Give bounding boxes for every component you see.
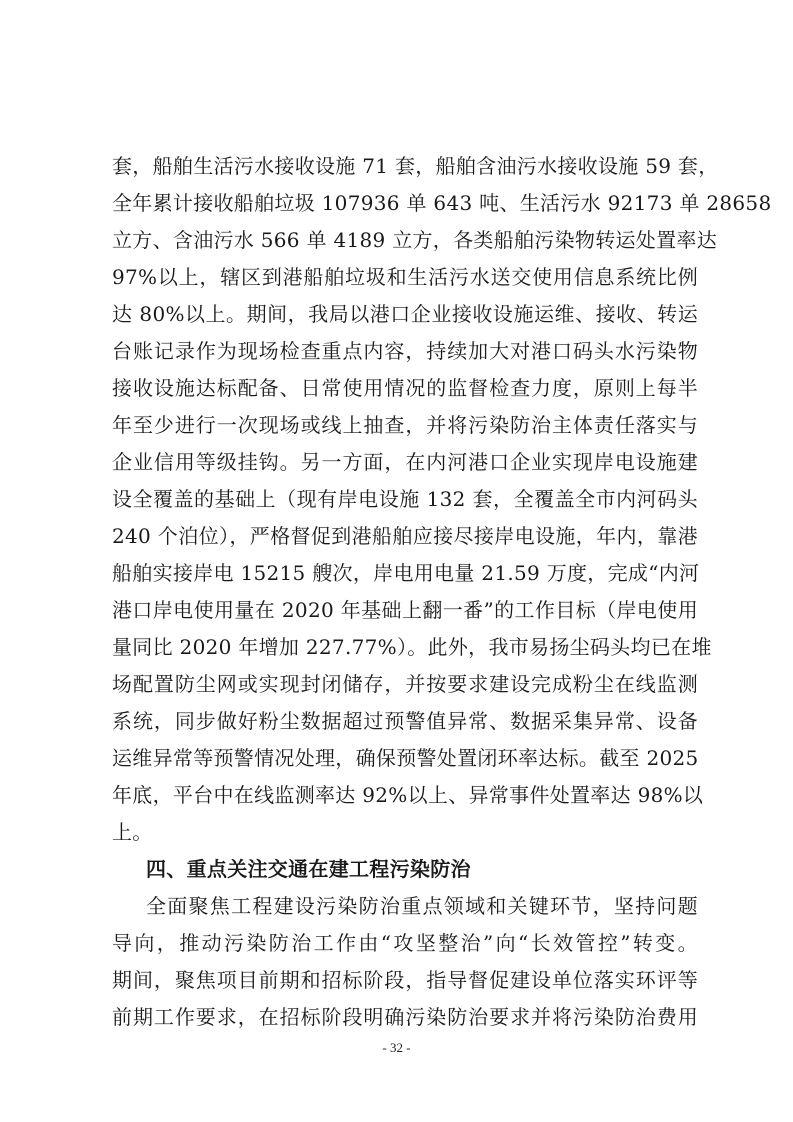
para2-line: 期间，聚焦项目前期和招标阶段，指导督促建设单位落实环评等 [112, 968, 698, 992]
para1-line: 上。 [112, 820, 153, 844]
para2-line: 导向，推动污染防治工作由“攻坚整治”向“长效管控”转变。 [112, 931, 698, 955]
para2-line: 前期工作要求，在招标阶段明确污染防治要求并将污染防治费用 [112, 1005, 698, 1029]
para1-line: 港口岸电使用量在 2020 年基础上翻一番”的工作目标（岸电使用 [112, 598, 698, 622]
para1-line: 场配置防尘网或实现封闭储存，并按要求建设完成粉尘在线监测 [112, 672, 698, 696]
para1-line: 全年累计接收船舶垃圾 107936 单 643 吨、生活污水 92173 单 28658 [112, 191, 772, 215]
body-text [112, 148, 772, 1036]
para1-line: 年底，平台中在线监测率达 92%以上、异常事件处置率达 98%以 [112, 783, 704, 807]
para1-line: 企业信用等级挂钩。另一方面，在内河港口企业实现岸电设施建 [112, 450, 698, 474]
section-heading: 四、重点关注交通在建工程污染防治 [146, 857, 471, 881]
para1-line: 运维异常等预警情况处理，确保预警处置闭环率达标。截至 2025 [112, 746, 699, 770]
para1-line: 97%以上，辖区到港船舶垃圾和生活污水送交使用信息系统比例 [112, 265, 698, 289]
para1-line: 台账记录作为现场检查重点内容，持续加大对港口码头水污染物 [112, 339, 698, 363]
para1-line: 船舶实接岸电 15215 艘次，岸电用电量 21.59 万度，完成“内河 [112, 561, 700, 585]
para1-line: 接收设施达标配备、日常使用情况的监督检查力度，原则上每半 [112, 376, 698, 400]
para1-line: 套，船舶生活污水接收设施 71 套，船舶含油污水接收设施 59 套， [112, 154, 719, 178]
para1-line: 系统，同步做好粉尘数据超过预警值异常、数据采集异常、设备 [112, 709, 698, 733]
para2-line: 全面聚焦工程建设污染防治重点领域和关键环节，坚持问题 [146, 894, 698, 918]
para1-line: 达 80%以上。期间，我局以港口企业接收设施运维、接收、转运 [112, 302, 698, 326]
para1-line: 240 个泊位），严格督促到港船舶应接尽接岸电设施，年内，靠港 [112, 524, 698, 548]
page-number: - 32 - [382, 1040, 411, 1055]
para1-line: 立方、含油污水 566 单 4189 立方，各类船舶污染物转运处置率达 [112, 228, 718, 252]
para1-line: 年至少进行一次现场或线上抽查，并将污染防治主体责任落实与 [112, 413, 698, 437]
para1-line: 设全覆盖的基础上（现有岸电设施 132 套，全覆盖全市内河码头 [112, 487, 698, 511]
para1-line: 量同比 2020 年增加 227.77%）。此外，我市易扬尘码头均已在堆 [112, 635, 712, 659]
